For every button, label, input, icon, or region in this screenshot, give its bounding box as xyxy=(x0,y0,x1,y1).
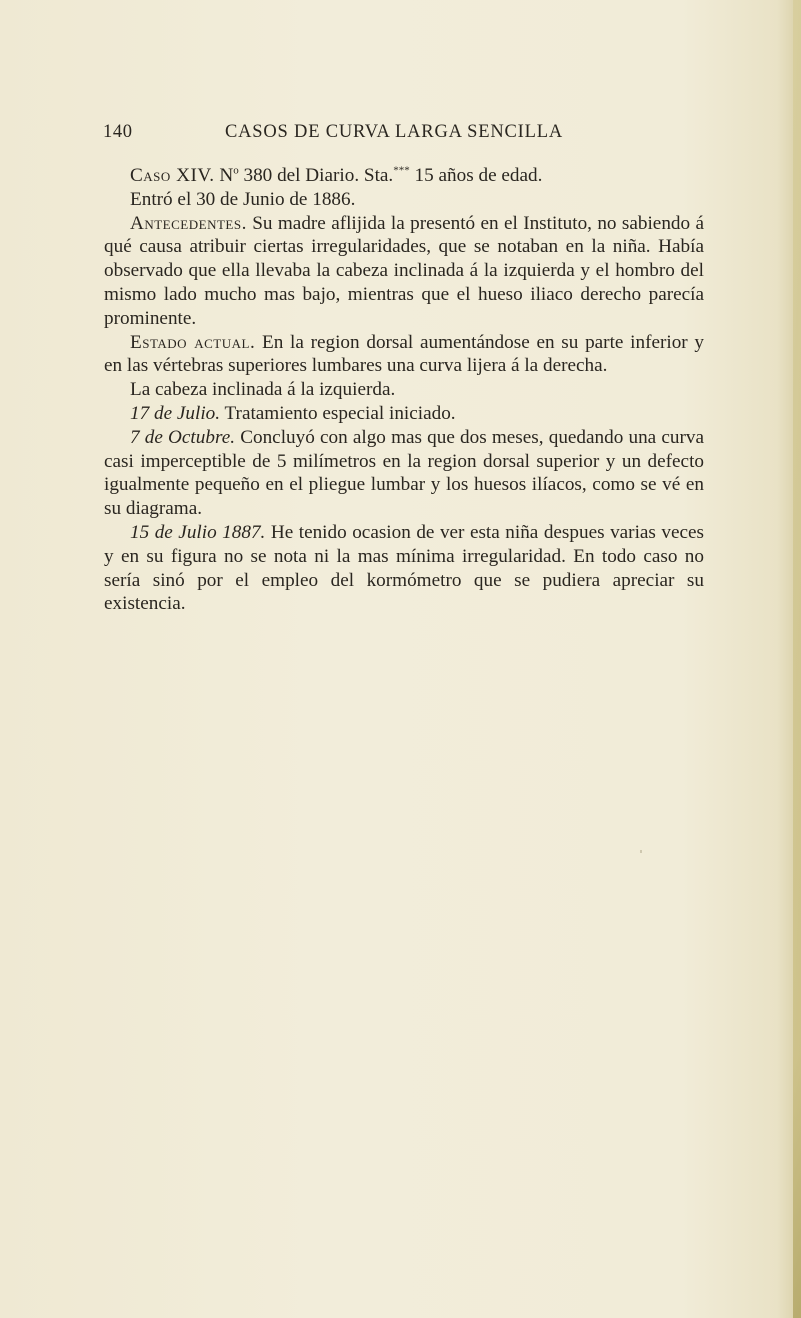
estado-text: En la region dorsal aumentándose en su parte inferior y en las vértebras superiores lumbares una curva lijera á la derecha. xyxy=(104,331,704,377)
case-age: 15 años de edad. xyxy=(409,165,543,186)
page-header xyxy=(103,122,695,146)
julio15-paragraph xyxy=(104,521,704,616)
case-sta-sup: *** xyxy=(393,164,410,177)
page-edge-shadow xyxy=(793,0,801,1318)
page-number: 140 xyxy=(103,122,133,142)
case-paragraph xyxy=(104,164,704,188)
antecedentes-label: Antecedentes. xyxy=(130,212,247,234)
octubre7-text: Concluyó con algo mas que dos meses, quedando una curva casi imperceptible de 5 milímetros en la region dorsal superior y un defecto igualmente pequeño en el pliegue lumbar y los huesos ilíacos, como se vé en su diagrama. xyxy=(104,426,704,520)
running-head: CASOS DE CURVA LARGA SENCILLA xyxy=(225,122,563,142)
case-label: Caso XIV. xyxy=(130,165,215,186)
julio15-date: 15 de Julio 1887. xyxy=(130,521,266,543)
julio17-text: Tratamiento especial iniciado. xyxy=(220,402,456,424)
estado-paragraph xyxy=(104,331,704,379)
body-text xyxy=(104,164,704,616)
antecedentes-paragraph xyxy=(104,212,704,331)
julio17-paragraph xyxy=(104,402,704,426)
octubre7-paragraph xyxy=(104,426,704,521)
case-number-rest: 380 del Diario. Sta. xyxy=(238,165,394,186)
case-number-sup: o xyxy=(233,164,239,177)
cabeza-paragraph: La cabeza inclinada á la izquierda. xyxy=(130,379,396,401)
paper-speck xyxy=(640,850,642,853)
case-number-prefix: N xyxy=(219,165,234,186)
entry-paragraph: Entró el 30 de Junio de 1886. xyxy=(130,188,356,210)
julio15-text: He tenido ocasion de ver esta niña despues varias veces y en su figura no se nota ni la mas mínima irregularidad. En todo caso no sería sinó por el empleo del kormómetro que se pudiera apreciar su existencia. xyxy=(104,521,704,615)
estado-label: Estado actual. xyxy=(130,331,256,353)
octubre7-date: 7 de Octubre. xyxy=(130,426,236,448)
antecedentes-text: Su madre aflijida la presentó en el Instituto, no sabiendo á qué causa atribuir ciertas irregularidades, que se notaban en la niña. Había observado que ella llevaba la cabeza inclinada á la izquierda y el hombro del mismo lado mucho mas bajo, mientras que el hueso iliaco derecho parecía prominente. xyxy=(104,212,704,329)
julio17-date: 17 de Julio. xyxy=(130,402,221,424)
